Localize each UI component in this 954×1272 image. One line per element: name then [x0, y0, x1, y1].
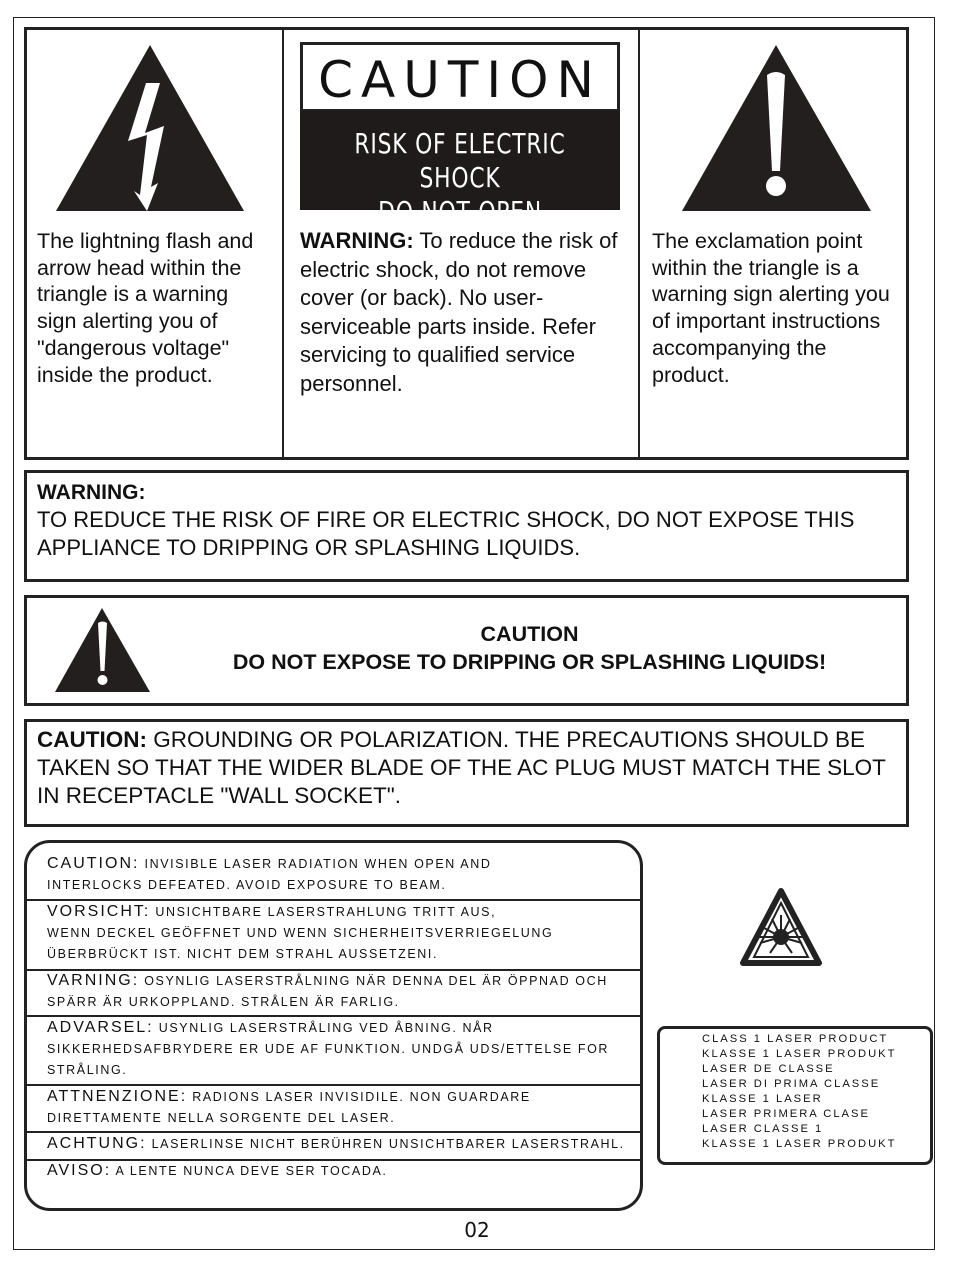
laser-row-text: USYNLIG LASERSTRÅLING VED ÅBNING. NÅR — [153, 1021, 494, 1035]
laser-row-cont: STRÅLING. — [47, 1063, 128, 1077]
laser-class-list — [702, 1032, 896, 1152]
laser-row-english — [27, 853, 640, 896]
laser-row-italian — [27, 1086, 640, 1129]
laser-row-heading: AVISO: — [47, 1162, 112, 1179]
grounding-label: CAUTION: — [37, 727, 147, 752]
warning-label: WARNING: — [300, 228, 414, 253]
class-line: CLASS 1 LASER PRODUCT — [702, 1033, 889, 1045]
warning-body-text: TO REDUCE THE RISK OF FIRE OR ELECTRIC SHOCK, DO NOT EXPOSE THIS APPLIANCE TO DRIPPING OR SPLASHING LIQUIDS. — [37, 507, 855, 560]
laser-row-cont: SPÄRR ÄR URKOPPLAND. STRÅLEN ÄR FARLIG. — [47, 995, 400, 1009]
laser-row-heading: ACHTUNG: — [47, 1135, 147, 1152]
class-line: LASER CLASSE 1 — [702, 1123, 824, 1135]
column-divider — [282, 30, 284, 457]
laser-row-cont: WENN DECKEL GEÖFFNET UND WENN SICHERHEITSVERRIEGELUNG — [47, 926, 554, 940]
laser-row-portuguese — [27, 1160, 640, 1182]
page-number: 02 — [464, 1218, 490, 1242]
laser-caution-box — [24, 840, 643, 1211]
shock-warning-band — [300, 111, 620, 228]
laser-row-text: INVISIBLE LASER RADIATION WHEN OPEN AND — [139, 857, 492, 871]
class-line: KLASSE 1 LASER PRODUKT — [702, 1138, 897, 1150]
lightning-triangle-icon — [54, 43, 246, 213]
warning-heading: WARNING: — [37, 481, 146, 504]
laser-warning-icon — [740, 887, 822, 982]
band-line-1: RISK OF ELECTRIC SHOCK — [354, 127, 566, 194]
laser-row-heading: ADVARSEL: — [47, 1019, 154, 1036]
laser-row-danish — [27, 1017, 640, 1081]
grounding-text — [37, 726, 897, 810]
laser-row-text: OSYNLIG LASERSTRÅLNING NÄR DENNA DEL ÄR ÖPPNAD OCH — [139, 974, 608, 988]
caution-line-2: DO NOT EXPOSE TO DRIPPING OR SPLASHING LIQUIDS! — [232, 650, 827, 674]
laser-row-cont: INTERLOCKS DEFEATED. AVOID EXPOSURE TO BEAM. — [47, 878, 447, 892]
exclamation-triangle-icon — [54, 607, 151, 693]
class-line: LASER PRIMERA CLASE — [702, 1108, 870, 1120]
warning-body: To reduce the risk of electric shock, do not remove cover (or back). No user-serviceable parts inside. Refer servicing to qualified service personnel. — [300, 228, 618, 396]
laser-row-heading: CAUTION: — [47, 855, 140, 872]
caution-text — [177, 620, 882, 676]
laser-row-german-2 — [27, 1133, 640, 1155]
lightning-description: The lightning flash and arrow head within the triangle is a warning sign alerting you of "dangerous voltage" inside the product. — [37, 229, 254, 387]
laser-row-cont: ÜBERBRÜCKT IST. NICHT DEM STRAHL AUSSETZENI. — [47, 947, 439, 961]
laser-class-box — [657, 1026, 933, 1165]
column-divider — [638, 30, 640, 457]
exclamation-triangle-icon — [680, 43, 873, 213]
class-line: LASER DI PRIMA CLASSE — [702, 1078, 881, 1090]
caution-title: CAUTION — [300, 42, 620, 112]
liquid-caution-box — [24, 595, 909, 706]
laser-row-text: UNSICHTBARE LASERSTRAHLUNG TRITT AUS, — [150, 905, 497, 919]
band-line-2: DO NOT OPEN — [378, 195, 542, 228]
laser-row-german — [27, 901, 640, 965]
laser-row-cont: SIKKERHEDSAFBRYDERE ER UDE AF FUNKTION. UNDGÅ UDS/ETTELSE FOR — [47, 1042, 610, 1056]
class-line: LASER DE CLASSE — [702, 1063, 835, 1075]
laser-row-text: LASERLINSE NICHT BERÜHREN UNSICHTBARER LASERSTRAHL. — [146, 1137, 625, 1151]
laser-row-heading: VORSICHT: — [47, 903, 151, 920]
grounding-caution-box — [24, 719, 909, 827]
laser-row-swedish — [27, 970, 640, 1013]
caution-line-1: CAUTION — [480, 622, 579, 646]
class-line: KLASSE 1 LASER — [702, 1093, 823, 1105]
laser-row-text: A LENTE NUNCA DEVE SER TOCADA. — [111, 1164, 388, 1178]
laser-row-heading: ATTNENZIONE: — [47, 1088, 188, 1105]
laser-row-cont: DIRETTAMENTE NELLA SORGENTE DEL LASER. — [47, 1111, 396, 1125]
exclamation-description: The exclamation point within the triangle is a warning sign alerting you of important instructions accompanying the product. — [652, 229, 890, 387]
liquid-warning-box — [24, 470, 909, 582]
class-line: KLASSE 1 LASER PRODUKT — [702, 1048, 897, 1060]
grounding-body: GROUNDING OR POLARIZATION. THE PRECAUTIONS SHOULD BE TAKEN SO THAT THE WIDER BLADE OF THE AC PLUG MUST MATCH THE SLOT IN RECEPTACLE "WALL SOCKET". — [37, 727, 886, 808]
shock-warning-text — [300, 227, 625, 398]
laser-row-heading: VARNING: — [47, 972, 140, 989]
laser-row-text: RADIONS LASER INVISIDILE. NON GUARDARE — [187, 1090, 531, 1104]
